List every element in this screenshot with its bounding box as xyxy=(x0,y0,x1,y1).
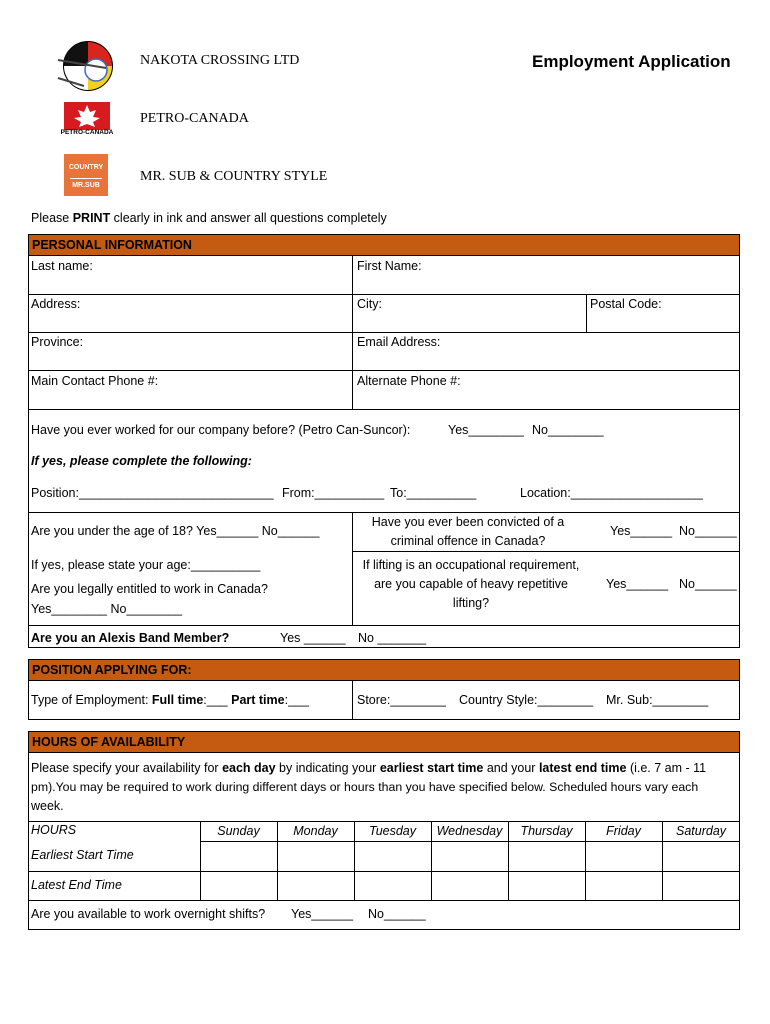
convicted-yes[interactable]: Yes______ xyxy=(610,524,673,538)
company-name-nakota: NAKOTA CROSSING LTD xyxy=(140,53,300,68)
day-thursday: Thursday xyxy=(520,824,573,838)
latest-end-label: Latest End Time xyxy=(31,878,122,892)
hours-instruction-line3: week. xyxy=(31,799,64,813)
worked-before-yes[interactable]: Yes________ xyxy=(448,423,525,437)
petro-canada-logo xyxy=(60,100,114,140)
personal-info-heading: PERSONAL INFORMATION xyxy=(28,234,740,256)
worked-before-no[interactable]: No________ xyxy=(532,423,604,437)
mr-sub-field[interactable]: Mr. Sub:________ xyxy=(606,693,709,707)
day-friday: Friday xyxy=(606,824,641,838)
day-saturday: Saturday xyxy=(675,824,727,838)
lifting-question-line1: If lifting is an occupational requirement, xyxy=(362,558,580,572)
petro-canada-logo-text: PETRO-CANADA xyxy=(60,129,114,136)
first-name-field[interactable]: First Name: xyxy=(357,259,422,273)
alexis-band-yes[interactable]: Yes ______ xyxy=(280,631,346,645)
previous-position-field[interactable]: Position:____________________________ xyxy=(31,486,274,500)
convicted-question-line2: criminal offence in Canada? xyxy=(390,534,546,548)
earliest-start-cells[interactable] xyxy=(201,842,740,871)
alternate-phone-field[interactable]: Alternate Phone #: xyxy=(357,374,461,388)
company-name-mr-sub-country-style: MR. SUB & COUNTRY STYLE xyxy=(140,169,328,184)
instruction-text: Please PRINT clearly in ink and answer all questions completely xyxy=(31,211,387,225)
if-yes-instruction: If yes, please complete the following: xyxy=(31,454,252,468)
company-name-petro-canada: PETRO-CANADA xyxy=(140,111,249,126)
main-phone-field[interactable]: Main Contact Phone #: xyxy=(31,374,159,388)
lifting-yes[interactable]: Yes______ xyxy=(606,577,669,591)
convicted-question-line1: Have you ever been convicted of a xyxy=(371,515,565,529)
country-style-logo-text: COUNTRY xyxy=(68,164,104,171)
state-age-field[interactable]: If yes, please state your age:__________ xyxy=(31,558,261,572)
alexis-band-no[interactable]: No _______ xyxy=(358,631,427,645)
earliest-start-label: Earliest Start Time xyxy=(31,848,134,862)
lifting-no[interactable]: No______ xyxy=(679,577,737,591)
lifting-question-line2: are you capable of heavy repetitive xyxy=(374,577,568,591)
day-monday: Monday xyxy=(293,824,338,838)
address-field[interactable]: Address: xyxy=(31,297,81,311)
form-title: Employment Application xyxy=(532,52,731,71)
postal-code-field[interactable]: Postal Code: xyxy=(590,297,662,311)
hours-column-label: HOURS xyxy=(31,823,77,837)
province-field[interactable]: Province: xyxy=(31,335,84,349)
position-heading: POSITION APPLYING FOR: xyxy=(28,659,740,681)
last-name-field[interactable]: Last name: xyxy=(31,259,93,273)
city-field[interactable]: City: xyxy=(357,297,382,311)
previous-from-field[interactable]: From:__________ xyxy=(282,486,385,500)
country-style-mr-sub-logo xyxy=(64,154,108,196)
convicted-no[interactable]: No______ xyxy=(679,524,737,538)
day-sunday: Sunday xyxy=(217,824,260,838)
worked-before-question: Have you ever worked for our company before? (Petro Can-Suncor): xyxy=(31,423,411,437)
mr-sub-logo-text: MR.SUB xyxy=(72,182,100,189)
hours-instruction-line2: pm).You may be required to work during different days or hours than you have specified below. Scheduled hours vary each xyxy=(31,780,699,794)
overnight-no[interactable]: No______ xyxy=(368,907,426,921)
overnight-yes[interactable]: Yes______ xyxy=(291,907,354,921)
previous-location-field[interactable]: Location:___________________ xyxy=(520,486,703,500)
under-18-question[interactable]: Are you under the age of 18? Yes______ No______ xyxy=(31,524,320,538)
employment-type-field[interactable]: Type of Employment: Full time:___ Part time:___ xyxy=(31,693,309,707)
alexis-band-question: Are you an Alexis Band Member? xyxy=(31,631,230,645)
store-field[interactable]: Store:________ xyxy=(357,693,446,707)
hours-instruction-line1: Please specify your availability for each day by indicating your earliest start time and your latest end time (i.e. 7 am - 11 xyxy=(31,761,707,775)
day-tuesday: Tuesday xyxy=(368,824,416,838)
legal-entitled-question: Are you legally entitled to work in Canada? xyxy=(31,582,268,596)
country-style-field[interactable]: Country Style:________ xyxy=(459,693,594,707)
nakota-crossing-logo xyxy=(56,38,114,96)
overnight-question: Are you available to work overnight shifts? xyxy=(31,907,266,921)
hours-heading: HOURS OF AVAILABILITY xyxy=(28,731,740,753)
legal-entitled-yes-no[interactable]: Yes________ No________ xyxy=(31,602,183,616)
day-wednesday: Wednesday xyxy=(436,824,503,838)
previous-to-field[interactable]: To:__________ xyxy=(390,486,477,500)
latest-end-cells[interactable] xyxy=(201,872,740,900)
email-field[interactable]: Email Address: xyxy=(357,335,441,349)
lifting-question-line3: lifting? xyxy=(452,596,490,610)
